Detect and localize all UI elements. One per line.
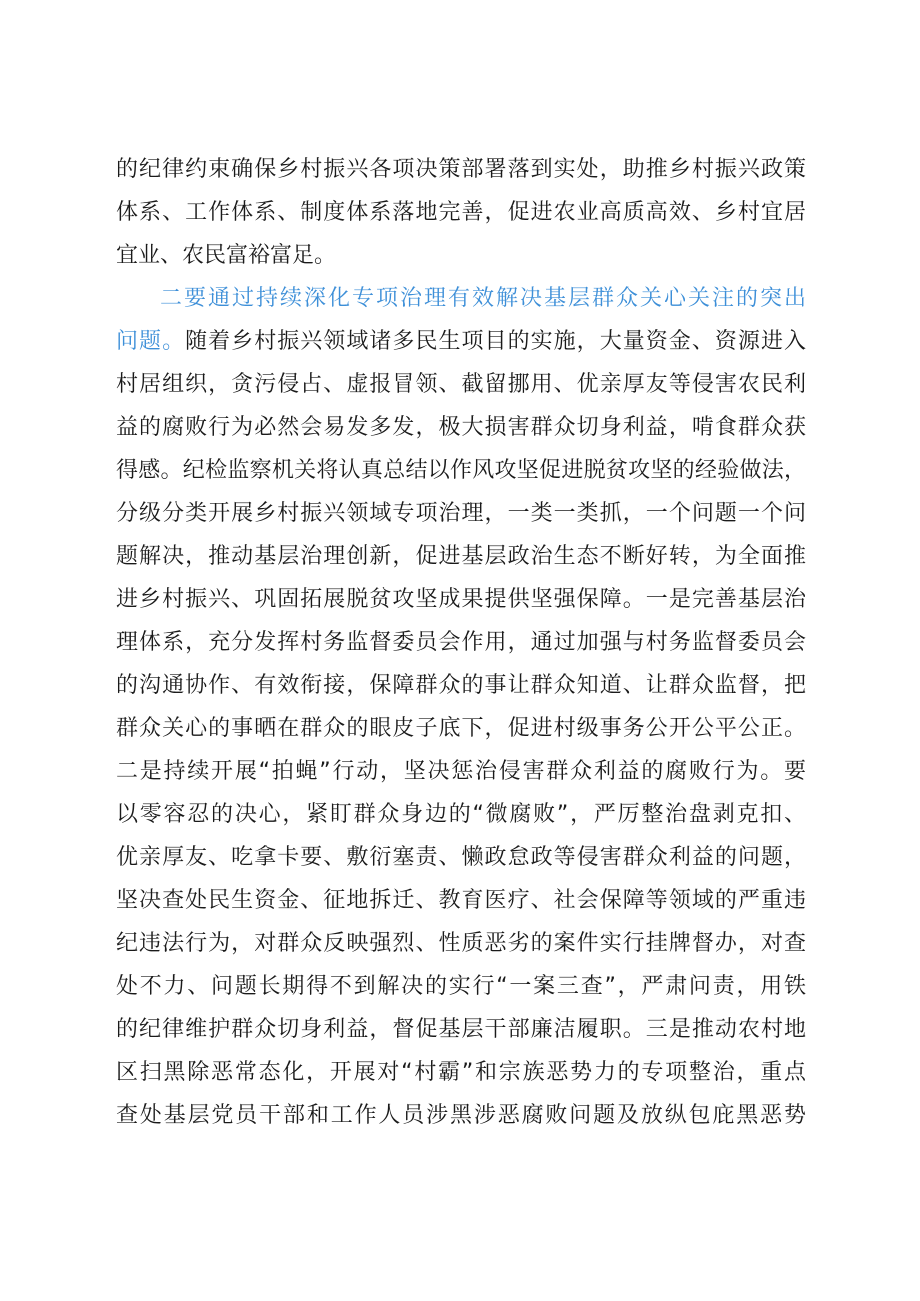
paragraph-1-line-3: 宜业、农民富裕富足。 [116, 243, 337, 268]
paragraph-1-line-2: 体系、工作体系、制度体系落地完善，促进农业高质高效、乡村宜居 [116, 200, 806, 225]
paragraph-2-line-11: 群众关心的事晒在群众的眼皮子底下，促进村级事务公开公平公正。 [116, 716, 806, 741]
paragraph-2-line-12: 二是持续开展“拍蝇”行动，坚决惩治侵害群众利益的腐败行为。要 [116, 759, 806, 784]
paragraph-2-line-14: 优亲厚友、吃拿卡要、敷衍塞责、懒政怠政等侵害群众利益的问题， [116, 845, 806, 870]
paragraph-2-line-10: 的沟通协作、有效衔接，保障群众的事让群众知道、让群众监督，把 [116, 673, 806, 698]
paragraph-2-line-16: 纪违法行为，对群众反映强烈、性质恶劣的案件实行挂牌督办，对查 [116, 931, 806, 956]
paragraph-2-heading-line-1: 二要通过持续深化专项治理有效解决基层群众关心关注的突出 [160, 286, 806, 311]
paragraph-2-heading-end: 问题。 [116, 329, 186, 354]
paragraph-2-line-9: 理体系，充分发挥村务监督委员会作用，通过加强与村务监督委员会 [116, 630, 806, 655]
paragraph-2-line-5: 得感。纪检监察机关将认真总结以作风攻坚促进脱贫攻坚的经验做法， [116, 458, 806, 483]
paragraph-2-line-19: 区扫黑除恶常态化，开展对“村霸”和宗族恶势力的专项整治，重点 [116, 1060, 806, 1085]
paragraph-2-line-20: 查处基层党员干部和工作人员涉黑涉恶腐败问题及放纵包庇黑恶势 [116, 1103, 806, 1128]
paragraph-2-line-4: 益的腐败行为必然会易发多发，极大损害群众切身利益，啃食群众获 [116, 415, 806, 440]
paragraph-2-line-13: 以零容忍的决心，紧盯群众身边的“微腐败”，严厉整治盘剥克扣、 [116, 802, 806, 827]
paragraph-1-line-1: 的纪律约束确保乡村振兴各项决策部署落到实处，助推乡村振兴政策 [116, 157, 806, 182]
paragraph-2-line-18: 的纪律维护群众切身利益，督促基层干部廉洁履职。三是推动农村地 [116, 1017, 806, 1042]
paragraph-2-line-2 [116, 322, 806, 362]
paragraph-2-line-3: 村居组织，贪污侵占、虚报冒领、截留挪用、优亲厚友等侵害农民利 [116, 372, 806, 397]
paragraph-2-line-15: 坚决查处民生资金、征地拆迁、教育医疗、社会保障等领域的严重违 [116, 888, 806, 913]
paragraph-2-line-8: 进乡村振兴、巩固拓展脱贫攻坚成果提供坚强保障。一是完善基层治 [116, 587, 806, 612]
paragraph-2-line-7: 题解决，推动基层治理创新，促进基层政治生态不断好转，为全面推 [116, 544, 806, 569]
paragraph-2-line-17: 处不力、问题长期得不到解决的实行“一案三查”，严肃问责，用铁 [116, 974, 806, 999]
paragraph-2-line-6: 分级分类开展乡村振兴领域专项治理，一类一类抓，一个问题一个问 [116, 501, 806, 526]
paragraph-2-line-2-text: 随着乡村振兴领域诸多民生项目的实施，大量资金、资源进入 [185, 329, 806, 354]
